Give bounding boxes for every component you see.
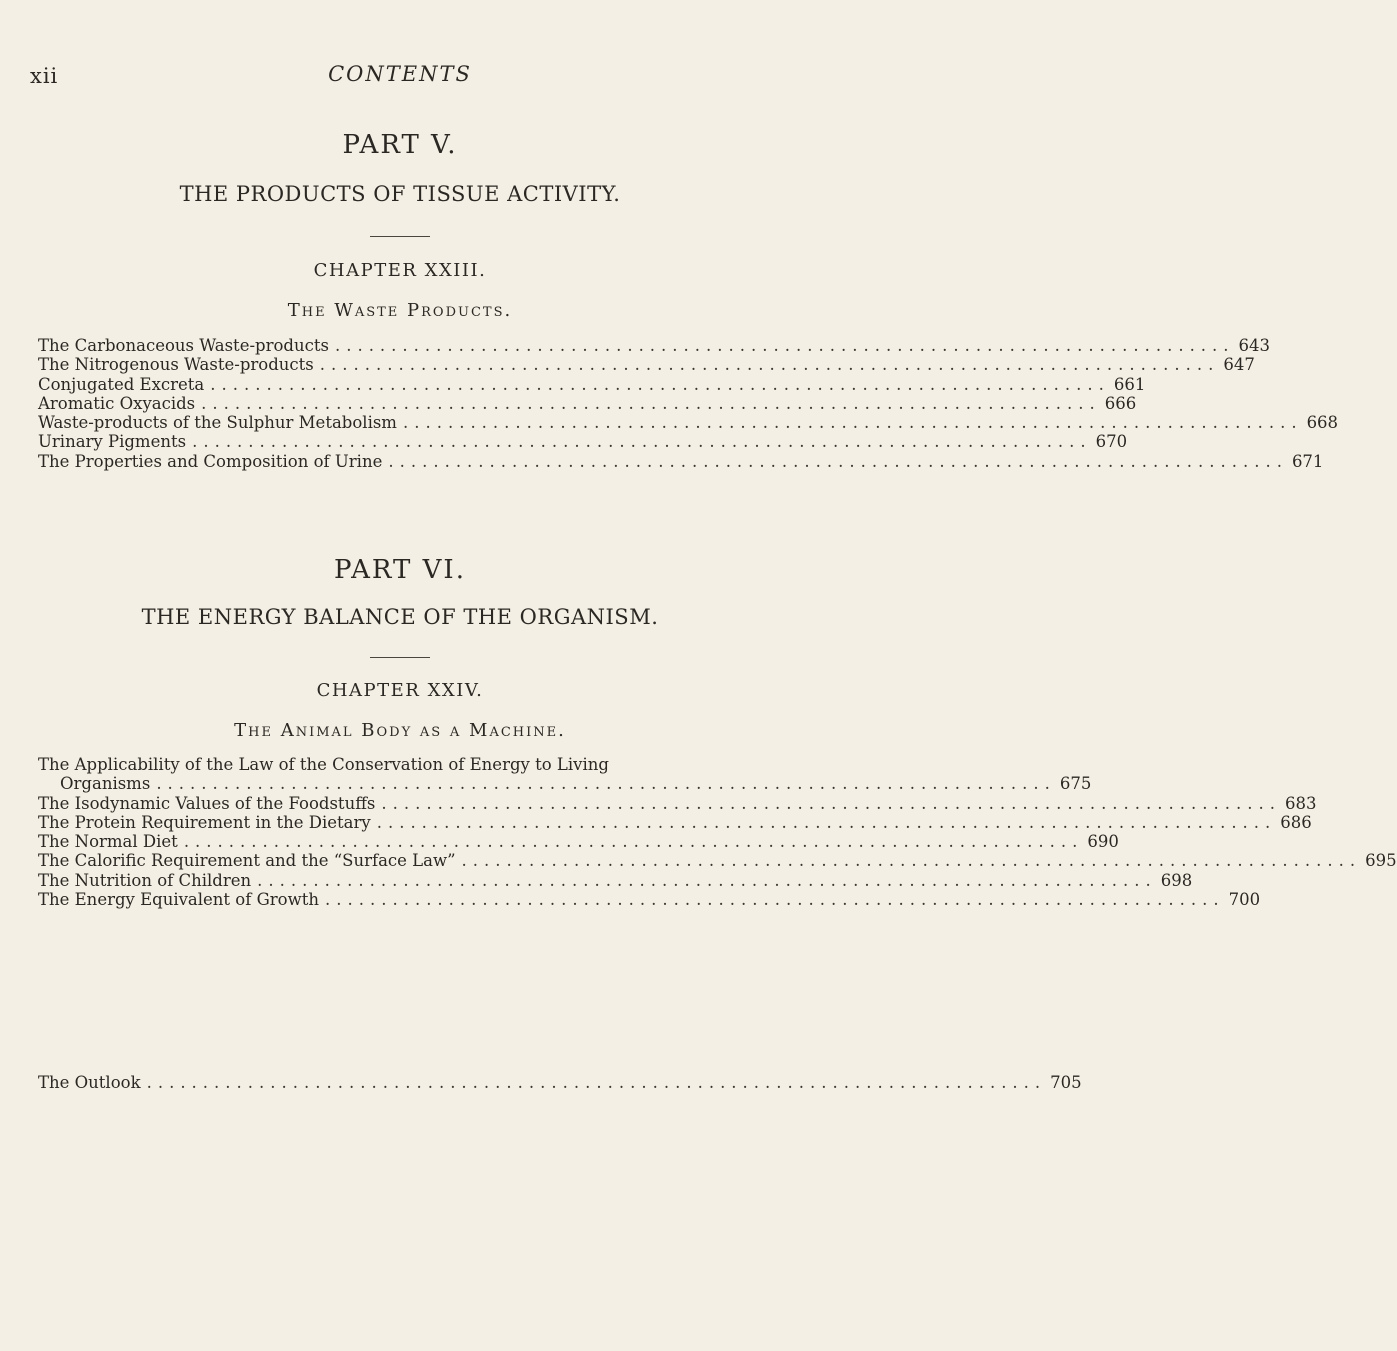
toc-entry-label: Urinary Pigments <box>38 432 187 452</box>
toc-entry-label: Aromatic Oxyacids <box>38 393 196 413</box>
toc-page-number: 647 <box>1223 355 1255 375</box>
chapter-xxiii-title: The Waste Products. <box>287 300 513 321</box>
toc-page-number: 683 <box>1284 793 1317 813</box>
toc-page-number: 661 <box>1113 374 1146 394</box>
part-v-subtitle: THE PRODUCTS OF TISSUE ACTIVITY. <box>179 182 621 206</box>
toc-entry <box>38 812 1312 832</box>
toc-entry <box>38 432 1128 452</box>
part-vi-title: PART VI. <box>334 555 466 585</box>
toc-page-number: 668 <box>1306 413 1339 433</box>
leader-dots: ................................................................................ <box>388 451 1288 471</box>
divider-rule <box>370 657 430 658</box>
toc-page-number: 643 <box>1238 336 1271 355</box>
leader-dots: ................................................................................ <box>146 1073 1047 1092</box>
leader-dots: ................................................................................ <box>156 774 1056 794</box>
leader-dots: ................................................................................ <box>210 374 1110 394</box>
toc-entry-label: The Isodynamic Values of the Foodstuffs <box>38 793 376 813</box>
toc-entry-label: The Energy Equivalent of Growth <box>38 890 319 910</box>
leader-dots: ................................................................................ <box>402 413 1303 433</box>
divider-rule <box>370 236 430 237</box>
toc-entry: Organisms ................................................................................ 675 <box>60 774 1092 794</box>
toc-entry-label: Conjugated Excreta <box>38 374 205 394</box>
toc-entry <box>38 355 1255 375</box>
chapter-xxiv-heading: CHAPTER XXIV. <box>316 680 484 701</box>
toc-page-number: 686 <box>1280 812 1312 832</box>
page-number: xii <box>30 64 59 88</box>
toc-entry-label: The Nitrogenous Waste-products <box>38 355 314 375</box>
leader-dots: ................................................................................ <box>376 812 1277 832</box>
part-v-title: PART V. <box>342 130 458 160</box>
toc-entry-label: The Calorific Requirement and the “Surface Law” <box>38 851 456 871</box>
toc-entry-label: The Properties and Composition of Urine <box>38 451 383 471</box>
toc-page-number: 675 <box>1059 774 1092 794</box>
toc-page-number: 698 <box>1160 870 1193 890</box>
leader-dots: ................................................................................ <box>319 355 1220 375</box>
toc-page-number: 670 <box>1095 432 1128 452</box>
leader-dots: ................................................................................ <box>192 432 1092 452</box>
leader-dots: ................................................................................ <box>334 336 1235 355</box>
toc-page-number: 671 <box>1291 451 1324 471</box>
toc-page-number: 705 <box>1050 1073 1082 1092</box>
toc-entry-line1: The Applicability of the Law of the Conservation of Energy to Living <box>38 755 609 774</box>
toc-entry: The Outlook ................................................................................ 705 <box>38 1073 1082 1092</box>
toc-page-number: 666 <box>1104 393 1137 413</box>
leader-dots: ................................................................................ <box>257 870 1157 890</box>
leader-dots: ................................................................................ <box>183 832 1084 852</box>
toc-part-v <box>38 336 1339 471</box>
toc-entry <box>38 336 1271 355</box>
chapter-xxiv-title: The Animal Body as a Machine. <box>234 720 566 741</box>
leader-dots: ................................................................................ <box>461 851 1362 871</box>
toc-page-number: 700 <box>1228 890 1261 910</box>
toc-entry-label: The Normal Diet <box>38 832 178 852</box>
leader-dots: ................................................................................ <box>324 890 1225 910</box>
toc-entry <box>38 890 1261 910</box>
toc-entry-label: Waste-products of the Sulphur Metabolism <box>38 413 397 433</box>
toc-entry-label: The Nutrition of Children <box>38 870 252 890</box>
toc-entry <box>38 832 1119 852</box>
running-head: CONTENTS <box>328 62 472 86</box>
toc-entry <box>38 851 1397 871</box>
toc-entry <box>38 413 1339 433</box>
toc-page-number: 695 <box>1365 851 1397 871</box>
toc-entry-label: The Protein Requirement in the Dietary <box>38 812 371 832</box>
part-vi-subtitle: THE ENERGY BALANCE OF THE ORGANISM. <box>141 605 659 629</box>
toc-entry <box>38 374 1146 394</box>
toc-entry <box>38 793 1317 813</box>
leader-dots: ................................................................................ <box>201 393 1101 413</box>
chapter-xxiii-heading: CHAPTER XXIII. <box>313 260 487 281</box>
toc-outlook <box>38 1073 1082 1092</box>
toc-entry <box>38 451 1324 471</box>
toc-entry <box>38 870 1193 890</box>
leader-dots: ................................................................................ <box>381 793 1281 813</box>
toc-entry <box>38 393 1137 413</box>
page-header <box>0 62 800 92</box>
toc-entry-label: The Carbonaceous Waste-products <box>38 336 329 355</box>
toc-part-vi <box>38 755 1397 910</box>
toc-page-number: 690 <box>1087 832 1119 852</box>
